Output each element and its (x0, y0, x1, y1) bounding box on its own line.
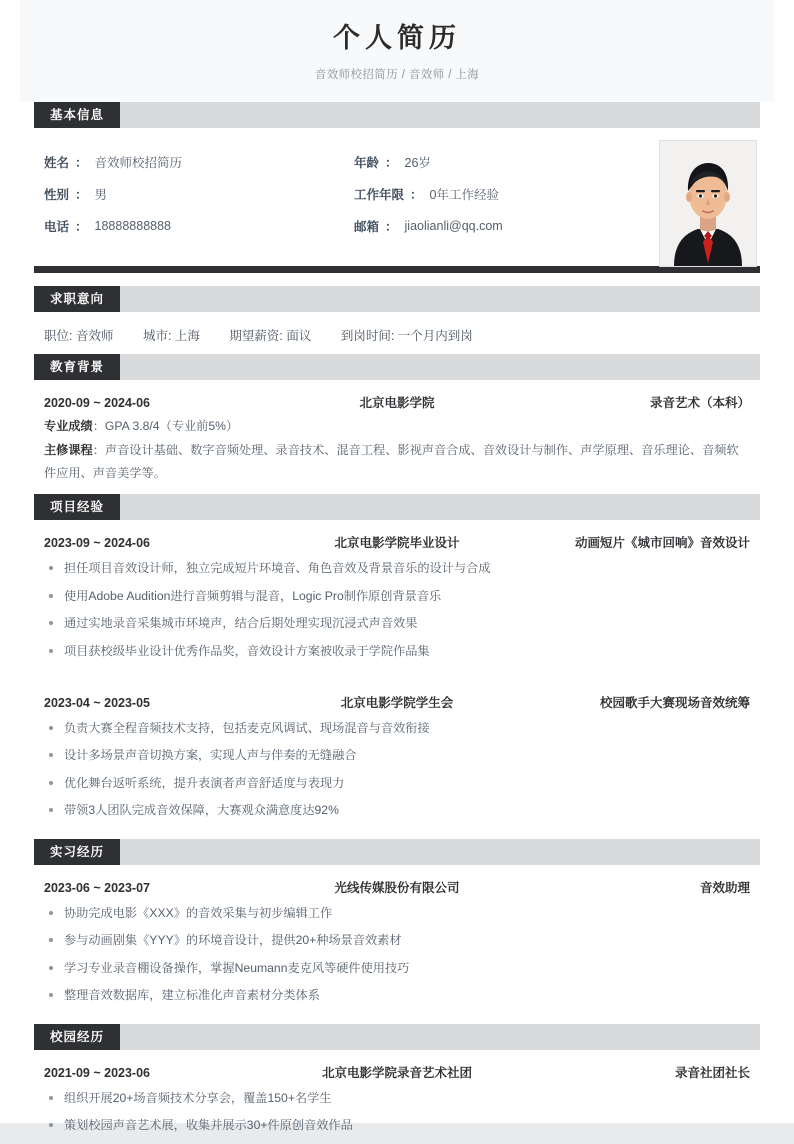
section-project-experience (20, 494, 774, 828)
section-title-internship: 实习经历 (34, 839, 120, 865)
info-value-email: jiaolianli@qq.com (404, 218, 503, 233)
page-subtitle: 音效师校招简历 / 音效师 / 上海 (314, 68, 480, 81)
list-item: 担任项目音效设计师，独立完成短片环境音、角色音效及背景音乐的设计与合成 (44, 559, 750, 587)
basic-info-body (20, 128, 774, 252)
education-entry (20, 380, 774, 495)
list-item: 整理音效数据库，建立标准化声音素材分类体系 (44, 986, 750, 1014)
list-item: 设计多场景声音切换方案，实现人声与伴奏的无缝融合 (44, 746, 750, 774)
info-label-experience: 工作年限 (354, 187, 405, 202)
info-colon: ： (385, 219, 398, 234)
resume-page-inner (20, 0, 774, 1133)
info-field-gender (34, 178, 344, 210)
page-title: 个人简历 (333, 23, 461, 53)
project-entry (20, 680, 774, 829)
resume-header (20, 0, 774, 102)
info-value-phone: 18888888888 (94, 218, 172, 233)
basic-info-grid (34, 146, 654, 242)
campus-date: 2021-09 ~ 2023-06 (44, 1065, 150, 1080)
portrait-photo-icon (660, 141, 756, 266)
info-value-name: 音效师校招简历 (94, 155, 183, 170)
section-bar-intention (34, 286, 760, 312)
info-colon: ： (385, 155, 398, 170)
section-divider (34, 266, 760, 273)
education-gpa-line (44, 415, 750, 440)
job-intention-row (20, 312, 774, 354)
info-label-phone: 电话 (44, 219, 70, 234)
section-basic-info (20, 102, 774, 252)
project-entry (20, 520, 774, 669)
campus-role: 录音社团社长 (674, 1065, 750, 1080)
list-item: 组织开展20+场音频技术分享会，覆盖150+名学生 (44, 1089, 750, 1117)
section-bar-project (34, 494, 760, 520)
project-role: 动画短片《城市回响》音效设计 (574, 536, 750, 551)
info-label-age: 年龄 (354, 155, 380, 170)
section-bar-internship (34, 839, 760, 865)
info-field-age (344, 146, 654, 178)
intent-salary: 期望薪资: 面议 (229, 328, 312, 343)
education-major: 录音艺术（本科） (649, 395, 750, 410)
info-label-gender: 性别 (44, 187, 70, 202)
list-item: 带领3人团队完成音效保障，大赛观众满意度达92% (44, 801, 750, 829)
project-date: 2023-09 ~ 2024-06 (44, 536, 150, 551)
list-item: 通过实地录音采集城市环境声，结合后期处理实现沉浸式声音效果 (44, 614, 750, 642)
list-item: 参与动画剧集《YYY》的环境音设计，提供20+种场景音效素材 (44, 931, 750, 959)
section-bar-basic (34, 102, 760, 128)
list-item: 负责大赛全程音频技术支持，包括麦克风调试、现场混音与音效衔接 (44, 719, 750, 747)
education-courses-line (44, 439, 750, 494)
info-label-email: 邮箱 (354, 219, 380, 234)
internship-date: 2023-06 ~ 2023-07 (44, 880, 150, 895)
project-org: 北京电影学院毕业设计 (334, 536, 460, 551)
info-value-experience: 0年工作经验 (429, 187, 499, 202)
project-bullet-list (44, 719, 750, 829)
campus-bullet-list (44, 1089, 750, 1144)
section-title-campus: 校园经历 (34, 1024, 120, 1050)
info-value-age: 26岁 (404, 155, 431, 170)
project-entry-head (44, 520, 750, 555)
list-item: 使用Adobe Audition进行音频剪辑与混音，Logic Pro制作原创背景音乐 (44, 587, 750, 615)
internship-role: 音效助理 (699, 880, 750, 895)
campus-entry (20, 1050, 774, 1144)
internship-org: 光线传媒股份有限公司 (334, 880, 460, 895)
info-value-gender: 男 (94, 187, 108, 202)
project-entry-head (44, 680, 750, 715)
education-courses-value: ：声音设计基础、数字音频处理、录音技术、混音工程、影视声音合成、音效设计与制作、声学原理、音乐理论、音频软件应用、声音美学等。 (44, 443, 739, 480)
section-internship (20, 839, 774, 1014)
project-role: 校园歌手大赛现场音效统筹 (599, 695, 750, 710)
info-field-name (34, 146, 344, 178)
section-title-intention: 求职意向 (34, 286, 120, 312)
info-field-phone (34, 210, 344, 242)
internship-bullet-list (44, 904, 750, 1014)
list-item: 优化舞台返听系统，提升表演者声音舒适度与表现力 (44, 774, 750, 802)
education-entry-head (44, 380, 750, 415)
internship-entry (20, 865, 774, 1014)
list-item: 协助完成电影《XXX》的音效采集与初步编辑工作 (44, 904, 750, 932)
education-gpa-label: 专业成绩 (44, 418, 93, 433)
project-date: 2023-04 ~ 2023-05 (44, 695, 150, 710)
section-title-education: 教育背景 (34, 354, 120, 380)
section-title-basic: 基本信息 (34, 102, 120, 128)
info-colon: ： (410, 187, 423, 202)
section-job-intention (20, 286, 774, 354)
education-school: 北京电影学院 (359, 395, 435, 410)
info-field-experience (344, 178, 654, 210)
intent-position: 职位: 音效师 (44, 328, 114, 343)
education-gpa-value: ：GPA 3.8/4（专业前5%） (92, 418, 239, 433)
education-date: 2020-09 ~ 2024-06 (44, 395, 150, 410)
intent-arrival: 到岗时间: 一个月内到岗 (340, 328, 473, 343)
campus-org: 北京电影学院录音艺术社团 (321, 1065, 472, 1080)
project-org: 北京电影学院学生会 (340, 695, 454, 710)
project-bullet-list (44, 559, 750, 669)
list-item: 学习专业录音棚设备操作，掌握Neumann麦克风等硬件使用技巧 (44, 959, 750, 987)
list-item: 项目获校级毕业设计优秀作品奖，音效设计方案被收录于学院作品集 (44, 642, 750, 670)
info-label-name: 姓名 (44, 155, 70, 170)
section-education (20, 354, 774, 495)
section-bar-education (34, 354, 760, 380)
education-courses-label: 主修课程 (44, 443, 93, 458)
section-title-project: 项目经验 (34, 494, 120, 520)
section-campus (20, 1024, 774, 1144)
avatar (659, 140, 757, 267)
campus-entry-head (44, 1050, 750, 1085)
info-colon: ： (75, 155, 88, 170)
section-bar-campus (34, 1024, 760, 1050)
info-colon: ： (75, 219, 88, 234)
info-field-email (344, 210, 654, 242)
list-item: 策划校园声音艺术展，收集并展示30+件原创音效作品 (44, 1116, 750, 1144)
internship-entry-head (44, 865, 750, 900)
intent-city: 城市: 上海 (142, 328, 200, 343)
info-colon: ： (75, 187, 88, 202)
